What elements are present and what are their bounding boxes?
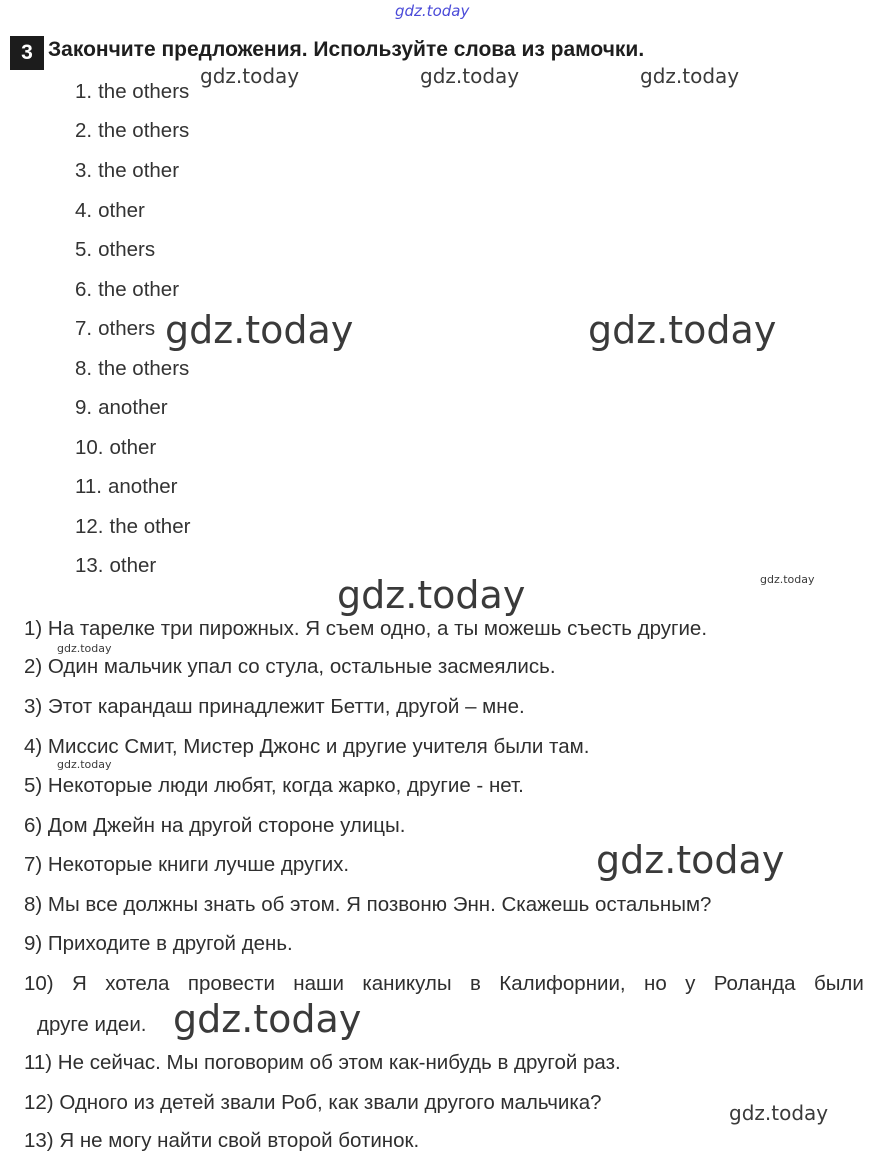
answer-text: other xyxy=(109,554,157,577)
translation-line-justified xyxy=(24,972,864,996)
answer-item xyxy=(75,475,178,499)
answer-number: 13. xyxy=(75,554,104,577)
watermark: gdz.today xyxy=(337,573,526,617)
answer-number: 11. xyxy=(75,475,102,498)
answer-number: 1. xyxy=(75,80,93,103)
answer-text: the others xyxy=(98,80,190,103)
watermark: gdz.today xyxy=(760,573,815,586)
word: Я xyxy=(72,972,87,995)
answer-item xyxy=(75,396,168,420)
watermark: gdz.today xyxy=(420,64,520,88)
answer-number: 3. xyxy=(75,159,93,182)
answer-item xyxy=(75,80,189,104)
watermark: gdz.today xyxy=(57,758,112,771)
task-number-badge: 3 xyxy=(10,36,44,70)
task-title: Закончите предложения. Используйте слова из рамочки. xyxy=(48,38,645,61)
answer-item xyxy=(75,436,156,460)
watermark: gdz.today xyxy=(596,838,785,882)
answer-text: other xyxy=(109,436,157,459)
answer-item xyxy=(75,278,179,302)
translation-line: 3) Этот карандаш принадлежит Бетти, другой – мне. xyxy=(24,695,525,718)
answer-item xyxy=(75,554,156,578)
answer-text: another xyxy=(98,396,168,419)
translation-line: 5) Некоторые люди любят, когда жарко, другие - нет. xyxy=(24,774,524,797)
answer-item xyxy=(75,515,190,539)
word: провести xyxy=(187,972,275,995)
answer-text: the others xyxy=(98,119,190,142)
answer-text: another xyxy=(107,475,178,498)
word: Роланда xyxy=(713,972,796,995)
answer-number: 7. xyxy=(75,317,93,340)
word: 10) xyxy=(24,972,54,995)
answer-item xyxy=(75,199,145,223)
translation-line: 11) Не сейчас. Мы поговорим об этом как-нибудь в другой раз. xyxy=(24,1051,621,1074)
word: но xyxy=(644,972,667,995)
translation-line: 9) Приходите в другой день. xyxy=(24,932,293,955)
answer-text: others xyxy=(98,238,156,261)
word: были xyxy=(813,972,864,995)
word: каникулы xyxy=(362,972,452,995)
answer-number: 4. xyxy=(75,199,93,222)
answer-item xyxy=(75,357,189,381)
translation-line: 8) Мы все должны знать об этом. Я позвоню Энн. Скажешь остальным? xyxy=(24,893,712,916)
answer-text: other xyxy=(98,199,145,222)
answer-number: 5. xyxy=(75,238,93,261)
answer-number: 12. xyxy=(75,515,104,538)
watermark-top: gdz.today xyxy=(395,2,470,20)
translation-line: 13) Я не могу найти свой второй ботинок. xyxy=(24,1129,420,1152)
answer-number: 10. xyxy=(75,436,104,459)
answer-text: the others xyxy=(98,357,190,380)
translation-line: 2) Один мальчик упал со стула, остальные засмеялись. xyxy=(24,655,556,678)
word: в xyxy=(470,972,481,995)
translation-line: 4) Миссис Смит, Мистер Джонс и другие учителя были там. xyxy=(24,735,590,758)
watermark: gdz.today xyxy=(165,308,354,352)
answer-text: the other xyxy=(98,159,180,182)
watermark: gdz.today xyxy=(57,642,112,655)
answer-number: 6. xyxy=(75,278,93,301)
translation-line-continuation: друге идеи. xyxy=(37,1013,147,1036)
watermark: gdz.today xyxy=(729,1101,829,1125)
answer-item xyxy=(75,317,155,341)
word: у xyxy=(685,972,696,995)
watermark: gdz.today xyxy=(640,64,740,88)
answer-number: 9. xyxy=(75,396,93,419)
word: Калифорнии, xyxy=(499,972,626,995)
answer-item xyxy=(75,119,189,143)
word: наши xyxy=(293,972,344,995)
answer-text: the other xyxy=(98,278,180,301)
answer-number: 2. xyxy=(75,119,93,142)
watermark: gdz.today xyxy=(173,997,362,1041)
translation-line: 6) Дом Джейн на другой стороне улицы. xyxy=(24,814,406,837)
watermark: gdz.today xyxy=(588,308,777,352)
word: хотела xyxy=(105,972,170,995)
translation-line: 7) Некоторые книги лучше других. xyxy=(24,853,350,876)
answer-item xyxy=(75,238,155,262)
translation-line: 12) Одного из детей звали Роб, как звали другого мальчика? xyxy=(24,1091,602,1114)
answer-item xyxy=(75,159,179,183)
answer-number: 8. xyxy=(75,357,93,380)
answer-text: others xyxy=(98,317,156,340)
translation-line: 1) На тарелке три пирожных. Я съем одно, а ты можешь съесть другие. xyxy=(24,617,708,640)
answer-text: the other xyxy=(109,515,191,538)
watermark: gdz.today xyxy=(200,64,300,88)
